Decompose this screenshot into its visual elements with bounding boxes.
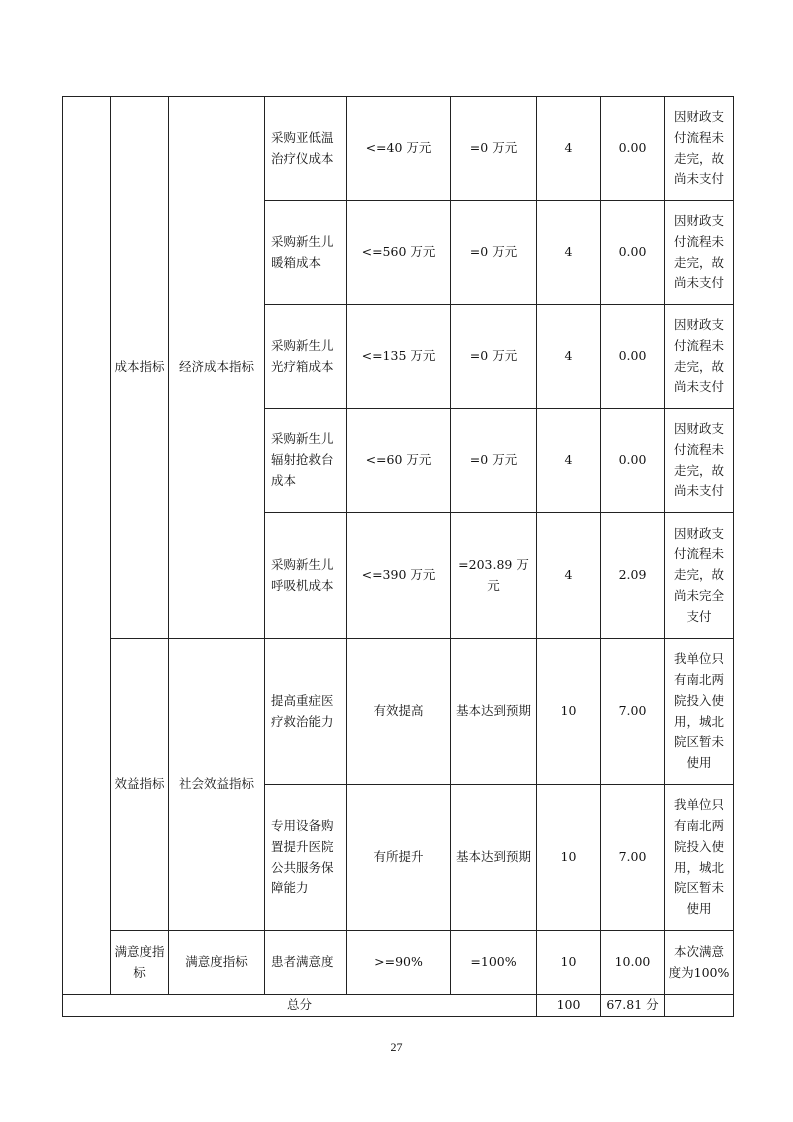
target-cell: <=135 万元 <box>347 305 451 409</box>
table-row <box>63 97 734 201</box>
weight-cell: 4 <box>537 97 601 201</box>
weight-cell: 4 <box>537 305 601 409</box>
score-cell: 0.00 <box>601 305 665 409</box>
actual-cell: 基本达到预期 <box>451 639 537 785</box>
indicator-cell: 提高重症医疗救治能力 <box>265 639 347 785</box>
level2-cost: 成本指标 <box>111 97 169 639</box>
note-cell: 因财政支付流程未走完，故尚未支付 <box>665 201 734 305</box>
indicator-cell: 采购亚低温治疗仪成本 <box>265 97 347 201</box>
target-cell: <=390 万元 <box>347 513 451 639</box>
target-cell: >=90% <box>347 931 451 995</box>
target-cell: <=40 万元 <box>347 97 451 201</box>
total-row <box>63 995 734 1017</box>
indicator-cell: 采购新生儿光疗箱成本 <box>265 305 347 409</box>
score-cell: 0.00 <box>601 97 665 201</box>
actual-cell: =0 万元 <box>451 305 537 409</box>
actual-cell: =100% <box>451 931 537 995</box>
level3-cost: 经济成本指标 <box>169 97 265 639</box>
total-note <box>665 995 734 1017</box>
weight-cell: 4 <box>537 201 601 305</box>
page-number: 27 <box>390 1040 403 1054</box>
actual-cell: 基本达到预期 <box>451 785 537 931</box>
target-cell: 有所提升 <box>347 785 451 931</box>
score-cell: 7.00 <box>601 639 665 785</box>
score-cell: 7.00 <box>601 785 665 931</box>
note-cell: 我单位只有南北两院投入使用，城北院区暂未使用 <box>665 639 734 785</box>
indicator-cell: 采购新生儿辐射抢救台成本 <box>265 409 347 513</box>
score-cell: 10.00 <box>601 931 665 995</box>
note-cell: 因财政支付流程未走完，故尚未支付 <box>665 305 734 409</box>
score-cell: 0.00 <box>601 409 665 513</box>
note-cell: 因财政支付流程未走完，故尚未支付 <box>665 409 734 513</box>
target-cell: 有效提高 <box>347 639 451 785</box>
indicator-cell: 采购新生儿呼吸机成本 <box>265 513 347 639</box>
indicator-cell: 采购新生儿暖箱成本 <box>265 201 347 305</box>
weight-cell: 4 <box>537 409 601 513</box>
note-cell: 本次满意度为100% <box>665 931 734 995</box>
score-cell: 2.09 <box>601 513 665 639</box>
note-cell: 我单位只有南北两院投入使用，城北院区暂未使用 <box>665 785 734 931</box>
actual-cell: =0 万元 <box>451 201 537 305</box>
weight-cell: 10 <box>537 639 601 785</box>
level1-cell <box>63 97 111 995</box>
level3-benefit: 社会效益指标 <box>169 639 265 931</box>
indicator-cell: 专用设备购置提升医院公共服务保障能力 <box>265 785 347 931</box>
actual-cell: =203.89 万元 <box>451 513 537 639</box>
weight-cell: 10 <box>537 785 601 931</box>
target-cell: <=560 万元 <box>347 201 451 305</box>
total-weight: 100 <box>537 995 601 1017</box>
indicator-cell: 患者满意度 <box>265 931 347 995</box>
actual-cell: =0 万元 <box>451 97 537 201</box>
level3-satisfaction: 满意度指标 <box>169 931 265 995</box>
score-cell: 0.00 <box>601 201 665 305</box>
total-score: 67.81 分 <box>601 995 665 1017</box>
note-cell: 因财政支付流程未走完，故尚未支付 <box>665 97 734 201</box>
weight-cell: 4 <box>537 513 601 639</box>
level2-satisfaction: 满意度指标 <box>111 931 169 995</box>
target-cell: <=60 万元 <box>347 409 451 513</box>
table-row <box>63 931 734 995</box>
table-row <box>63 639 734 785</box>
weight-cell: 10 <box>537 931 601 995</box>
performance-table <box>62 96 734 1017</box>
note-cell: 因财政支付流程未走完，故尚未完全支付 <box>665 513 734 639</box>
total-label: 总分 <box>63 995 537 1017</box>
actual-cell: =0 万元 <box>451 409 537 513</box>
level2-benefit: 效益指标 <box>111 639 169 931</box>
